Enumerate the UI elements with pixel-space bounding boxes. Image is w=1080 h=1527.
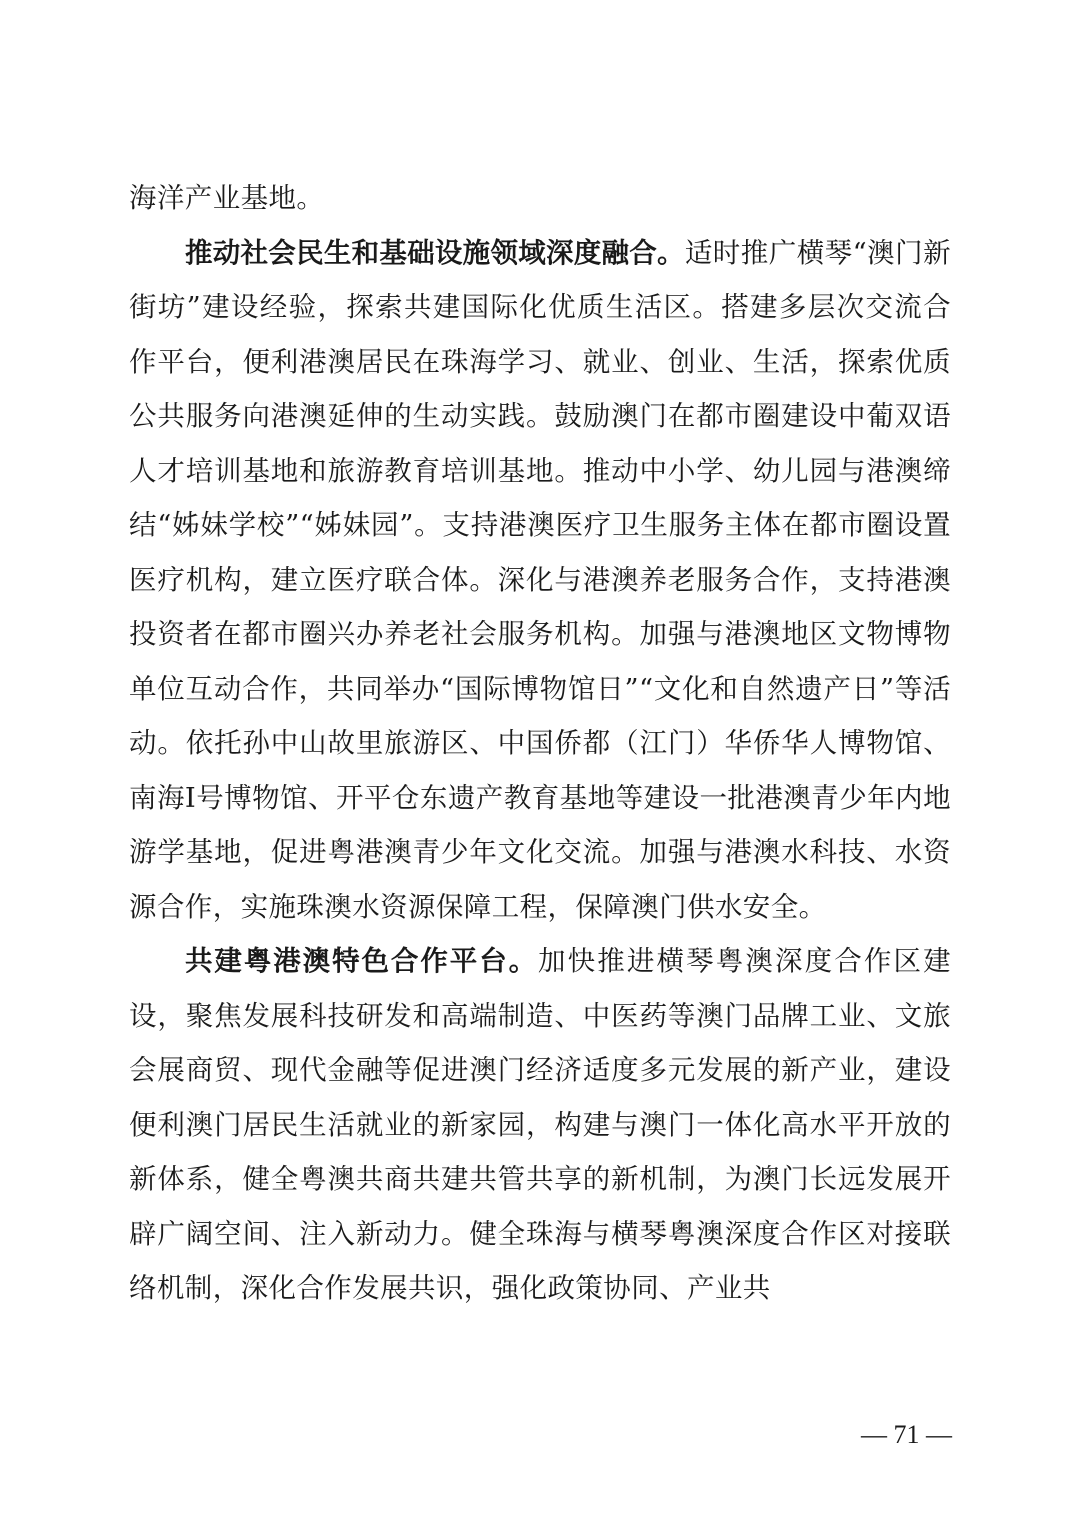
paragraph-heading: 共建粤港澳特色合作平台。 xyxy=(185,945,539,977)
paragraph-body: 加快推进横琴粤澳深度合作区建设，聚焦发展科技研发和高端制造、中医药等澳门品牌工业、文旅会展商贸、现代金融等促进澳门经济适度多元发展的新产业，建设便利澳门居民生活就业的新家园，构建与澳门一体化高水平开放的新体系，健全粤澳共商共建共管共享的新机制，为澳门长远发展开辟广阔空间、注入新动力。健全珠海与横琴粤澳深度合作区对接联络机制，深化合作发展共识，强化政策协同、产业共 xyxy=(129,945,951,1304)
paragraph-heading: 推动社会民生和基础设施领域深度融合。 xyxy=(185,236,685,269)
paragraph-body: 适时推广横琴“澳门新街坊”建设经验，探索共建国际化优质生活区。搭建多层次交流合作平台，便利港澳居民在珠海学习、就业、创业、生活，探索优质公共服务向港澳延伸的生动实践。鼓励澳门在都市圈建设中葡双语人才培训基地和旅游教育培训基地。推动中小学、幼儿园与港澳缔结“姊妹学校”“姊妹园”。支持港澳医疗卫生服务主体在都市圈设置医疗机构，建立医疗联合体。深化与港澳养老服务合作，支持港澳投资者在都市圈兴办养老社会服务机构。加强与港澳地区文物博物单位互动合作，共同举办“国际博物馆日”“文化和自然遗产日”等活动。依托孙中山故里旅游区、中国侨都（江门）华侨华人博物馆、南海Ⅰ号博物馆、开平仓东遗产教育基地等建设一批港澳青少年内地游学基地，促进粤港澳青少年文化交流。加强与港澳水科技、水资源合作，实施珠澳水资源保障工程，保障澳门供水安全。 xyxy=(129,236,951,923)
paragraph-cooperation-platform xyxy=(129,934,951,1316)
page-number: — 71 — xyxy=(861,1420,952,1449)
paragraph-continuation xyxy=(129,171,951,226)
paragraph-social-livelihood xyxy=(129,226,951,935)
body-text xyxy=(129,171,951,1316)
paragraph-body: 海洋产业基地。 xyxy=(129,182,325,214)
